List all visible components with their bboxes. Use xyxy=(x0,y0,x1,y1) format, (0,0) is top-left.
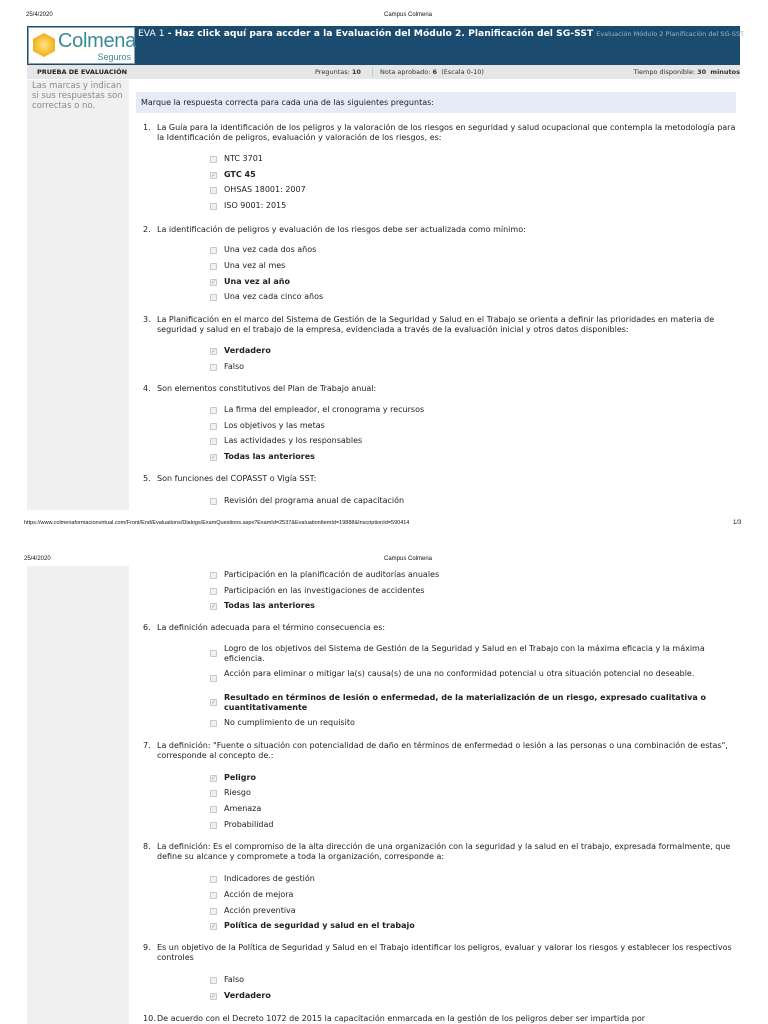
passing-grade xyxy=(380,68,484,76)
checkbox-unchecked[interactable] xyxy=(210,650,217,657)
option-label: Verdadero xyxy=(224,346,271,355)
option[interactable] xyxy=(210,292,735,302)
option-label: Revisión del programa anual de capacitación xyxy=(224,496,405,505)
option-selected[interactable] xyxy=(210,170,735,180)
option[interactable] xyxy=(210,820,735,830)
option-label: Verdadero xyxy=(224,991,271,1000)
option-label: Política de seguridad y salud en el trabajo xyxy=(224,921,415,930)
question-count-value: 10 xyxy=(351,68,361,76)
option-label: Logro de los objetivos del Sistema de Gestión de la Seguridad y Salud en el Trabajo con la máxima eficacia y la máxima eficiencia. xyxy=(224,644,705,663)
checkbox-checked-icon[interactable]: ✓ xyxy=(211,172,217,179)
option-label: Falso xyxy=(224,975,245,984)
question-text: La definición adecuada para el término consecuencia es: xyxy=(157,623,386,632)
question-text: La Guía para la identificación de los peligros y la valoración de los riesgos en seguridad y salud ocupacional que contempla la metodología para la Identificación de peligros, evaluación y valoración de los riesgos, es: xyxy=(157,123,736,142)
option[interactable] xyxy=(210,405,735,415)
option-label: Todas las anteriores xyxy=(224,452,315,461)
question-number: 7. xyxy=(143,741,151,750)
option-label: Indicadores de gestión xyxy=(224,874,315,883)
print-site-title: Campus Colmena xyxy=(384,556,433,562)
option[interactable] xyxy=(210,201,735,211)
checkbox-unchecked[interactable] xyxy=(210,588,217,595)
option-label: Amenaza xyxy=(224,804,262,813)
time-value: 30 xyxy=(697,68,707,76)
option-label: La firma del empleador, el cronograma y recursos xyxy=(224,405,425,414)
question-10 xyxy=(143,1014,738,1024)
checkbox-unchecked[interactable] xyxy=(210,247,217,254)
sidebar xyxy=(27,566,129,1024)
time-label: Tiempo disponible: xyxy=(633,68,696,76)
checkbox-unchecked[interactable] xyxy=(210,498,217,505)
option-label: Acción de mejora xyxy=(224,890,294,899)
question-text: La Planificación en el marco del Sistema de Gestión de la Seguridad y Salud en el Trabajo se orienta a definir las prioridades en materia de seguridad y salud en el trabajo de la empresa, evidenciada a través de la evaluación inicial y otros datos disponibles: xyxy=(157,315,715,334)
honeycomb-logo-icon xyxy=(33,33,55,57)
passing-grade-label: Nota aprobado: xyxy=(380,68,431,76)
option-label: Todas las anteriores xyxy=(224,601,315,610)
exam-title[interactable] xyxy=(138,28,744,39)
question-text: La identificación de peligros y evaluación de los riesgos debe ser actualizada como mínimo: xyxy=(157,225,526,234)
question-9 xyxy=(143,943,738,963)
question-2 xyxy=(143,225,738,235)
sidebar-note: Las marcas y indican si sus respuestas son correctas o no. xyxy=(32,81,123,111)
logo-name: Colmena xyxy=(58,30,136,52)
option[interactable] xyxy=(210,975,735,985)
checkbox-unchecked[interactable] xyxy=(210,790,217,797)
exam-title-text: - Haz click aquí para accder a la Evaluación del Módulo 2. Planificación del SG-SST xyxy=(164,28,594,39)
option-label: Una vez al mes xyxy=(224,261,286,270)
option[interactable] xyxy=(210,874,735,884)
exam-header xyxy=(27,26,745,65)
option-selected[interactable] xyxy=(210,346,735,356)
option-label: Una vez al año xyxy=(224,277,290,286)
option-label: NTC 3701 xyxy=(224,154,263,163)
checkbox-unchecked[interactable] xyxy=(210,423,217,430)
question-count-label: Preguntas: xyxy=(315,68,350,76)
section-label: PRUEBA DE EVALUACIÓN xyxy=(37,68,128,76)
checkbox-unchecked[interactable] xyxy=(210,806,217,813)
option-label: Probabilidad xyxy=(224,820,274,829)
option[interactable] xyxy=(210,586,735,596)
checkbox-checked-icon[interactable]: ✓ xyxy=(211,775,217,782)
checkbox-checked-icon[interactable]: ✓ xyxy=(211,348,217,355)
time-unit: minutos xyxy=(710,68,740,76)
question-1 xyxy=(143,123,738,143)
instructions-box: Marque la respuesta correcta para cada una de las siguientes preguntas: xyxy=(136,92,736,113)
checkbox-unchecked[interactable] xyxy=(210,263,217,270)
question-number: 10. xyxy=(143,1014,156,1023)
question-number: 5. xyxy=(143,474,151,483)
grade-scale: (Escala 0-10) xyxy=(441,68,484,76)
exam-subtitle: Evaluación Módulo 2 Planificación del SG-SST xyxy=(596,30,745,38)
checkbox-unchecked[interactable] xyxy=(210,572,217,579)
option-label: Los objetivos y las metas xyxy=(224,421,325,430)
question-text: De acuerdo con el Decreto 1072 de 2015 la capacitación enmarcada en la gestión de los peligros deber ser impartida por xyxy=(157,1014,646,1023)
question-5 xyxy=(143,474,738,484)
checkbox-unchecked[interactable] xyxy=(210,675,217,682)
checkbox-unchecked[interactable] xyxy=(210,908,217,915)
option-selected[interactable] xyxy=(210,991,735,1001)
option-label: Una vez cada cinco años xyxy=(224,292,324,301)
passing-grade-value: 6 xyxy=(432,68,438,76)
colmena-logo[interactable] xyxy=(28,27,135,64)
option[interactable] xyxy=(210,644,735,664)
divider xyxy=(372,67,373,77)
question-number: 9. xyxy=(143,943,151,952)
option[interactable] xyxy=(210,906,735,916)
checkbox-unchecked[interactable] xyxy=(210,977,217,984)
option-selected[interactable] xyxy=(210,452,735,462)
checkbox-unchecked[interactable] xyxy=(210,156,217,163)
option[interactable] xyxy=(210,718,735,728)
option-label: Una vez cada dos años xyxy=(224,245,317,254)
checkbox-checked-icon[interactable]: ✓ xyxy=(211,699,217,706)
time-available xyxy=(633,68,740,76)
question-text: Son elementos constitutivos del Plan de Trabajo anual: xyxy=(157,384,377,393)
question-number: 3. xyxy=(143,315,151,324)
checkbox-unchecked[interactable] xyxy=(210,892,217,899)
question-6 xyxy=(143,623,738,633)
checkbox-unchecked[interactable] xyxy=(210,720,217,727)
question-4 xyxy=(143,384,738,394)
option-selected[interactable] xyxy=(210,693,735,713)
option[interactable] xyxy=(210,421,735,431)
checkbox-unchecked[interactable] xyxy=(210,407,217,414)
checkbox-checked-icon[interactable]: ✓ xyxy=(211,923,217,930)
option[interactable] xyxy=(210,245,735,255)
question-count xyxy=(315,68,361,76)
question-text: La definición: Es el compromiso de la alta dirección de una organización con la seguridad y la salud en el trabajo, expresada formalmente, que define su alcance y compromete a toda la organización, corresponde a: xyxy=(157,842,731,861)
question-number: 8. xyxy=(143,842,151,851)
sidebar xyxy=(27,80,129,510)
print-date: 25/4/2020 xyxy=(26,12,53,18)
option[interactable] xyxy=(210,570,735,580)
checkbox-unchecked[interactable] xyxy=(210,822,217,829)
question-text: La definición: "Fuente o situación con potencialidad de daño en términos de enfermedad o lesión a las personas o una combinación de estas", corresponde al concepto de.: xyxy=(157,741,728,760)
print-site-title: Campus Colmena xyxy=(384,12,433,18)
option-label: No cumplimiento de un requisito xyxy=(224,718,355,727)
checkbox-unchecked[interactable] xyxy=(210,203,217,210)
question-number: 1. xyxy=(143,123,151,132)
exam-info-bar xyxy=(27,65,740,79)
option-selected[interactable] xyxy=(210,601,735,611)
print-url: https://www.colmenaformacionvirtual.com/Front/End/Evaluations/Dialogs/ExamQuestions.aspx?ExamId=2537&EvaluationItemId=19888&InscriptionId=590414 xyxy=(24,520,410,526)
option-label: Peligro xyxy=(224,773,256,782)
option-label: ISO 9001: 2015 xyxy=(224,201,287,210)
question-number: 2. xyxy=(143,225,151,234)
checkbox-checked-icon[interactable]: ✓ xyxy=(211,454,217,461)
question-number: 6. xyxy=(143,623,151,632)
print-date: 25/4/2020 xyxy=(24,556,51,562)
question-8 xyxy=(143,842,738,862)
option[interactable] xyxy=(210,261,735,271)
option[interactable] xyxy=(210,804,735,814)
option[interactable] xyxy=(210,436,735,446)
checkbox-unchecked[interactable] xyxy=(210,876,217,883)
option[interactable] xyxy=(210,788,735,798)
option-label: Las actividades y los responsables xyxy=(224,436,363,445)
option-selected[interactable] xyxy=(210,921,735,931)
option[interactable] xyxy=(210,154,735,164)
option-label: Riesgo xyxy=(224,788,251,797)
question-3 xyxy=(143,315,738,335)
option-label: Participación en la planificación de auditorías anuales xyxy=(224,570,440,579)
checkbox-checked-icon[interactable]: ✓ xyxy=(211,603,217,610)
checkbox-checked-icon[interactable]: ✓ xyxy=(211,993,217,1000)
logo-subtitle: Seguros xyxy=(97,52,131,62)
option-selected[interactable] xyxy=(210,277,735,287)
option[interactable] xyxy=(210,669,735,679)
question-text: Son funciones del COPASST o Vigía SST: xyxy=(157,474,317,483)
option-label: Acción para eliminar o mitigar la(s) causa(s) de una no conformidad potencial u otra situación potencial no deseable. xyxy=(224,669,695,678)
print-page-number: 1/3 xyxy=(733,520,742,526)
option-label: GTC 45 xyxy=(224,170,256,179)
checkbox-unchecked[interactable] xyxy=(210,187,217,194)
question-number: 4. xyxy=(143,384,151,393)
option-selected[interactable] xyxy=(210,773,735,783)
option[interactable] xyxy=(210,362,735,372)
checkbox-checked-icon[interactable]: ✓ xyxy=(211,279,217,286)
option-label: Falso xyxy=(224,362,245,371)
option-label: OHSAS 18001: 2007 xyxy=(224,185,306,194)
option[interactable] xyxy=(210,185,735,195)
question-text: Es un objetivo de la Política de Seguridad y Salud en el Trabajo identificar los peligros, evaluar y valorar los riesgos y establecer los respectivos controles xyxy=(157,943,732,962)
option[interactable] xyxy=(210,890,735,900)
checkbox-unchecked[interactable] xyxy=(210,438,217,445)
question-7 xyxy=(143,741,738,761)
checkbox-unchecked[interactable] xyxy=(210,364,217,371)
option-label: Participación en las investigaciones de accidentes xyxy=(224,586,425,595)
option-label: Acción preventiva xyxy=(224,906,296,915)
checkbox-unchecked[interactable] xyxy=(210,294,217,301)
option-label: Resultado en términos de lesión o enfermedad, de la materialización de un riesgo, expresado cualitativa o cuantitativamente xyxy=(224,693,707,712)
exam-title-prefix: EVA 1 xyxy=(138,28,165,39)
option[interactable] xyxy=(210,496,735,506)
